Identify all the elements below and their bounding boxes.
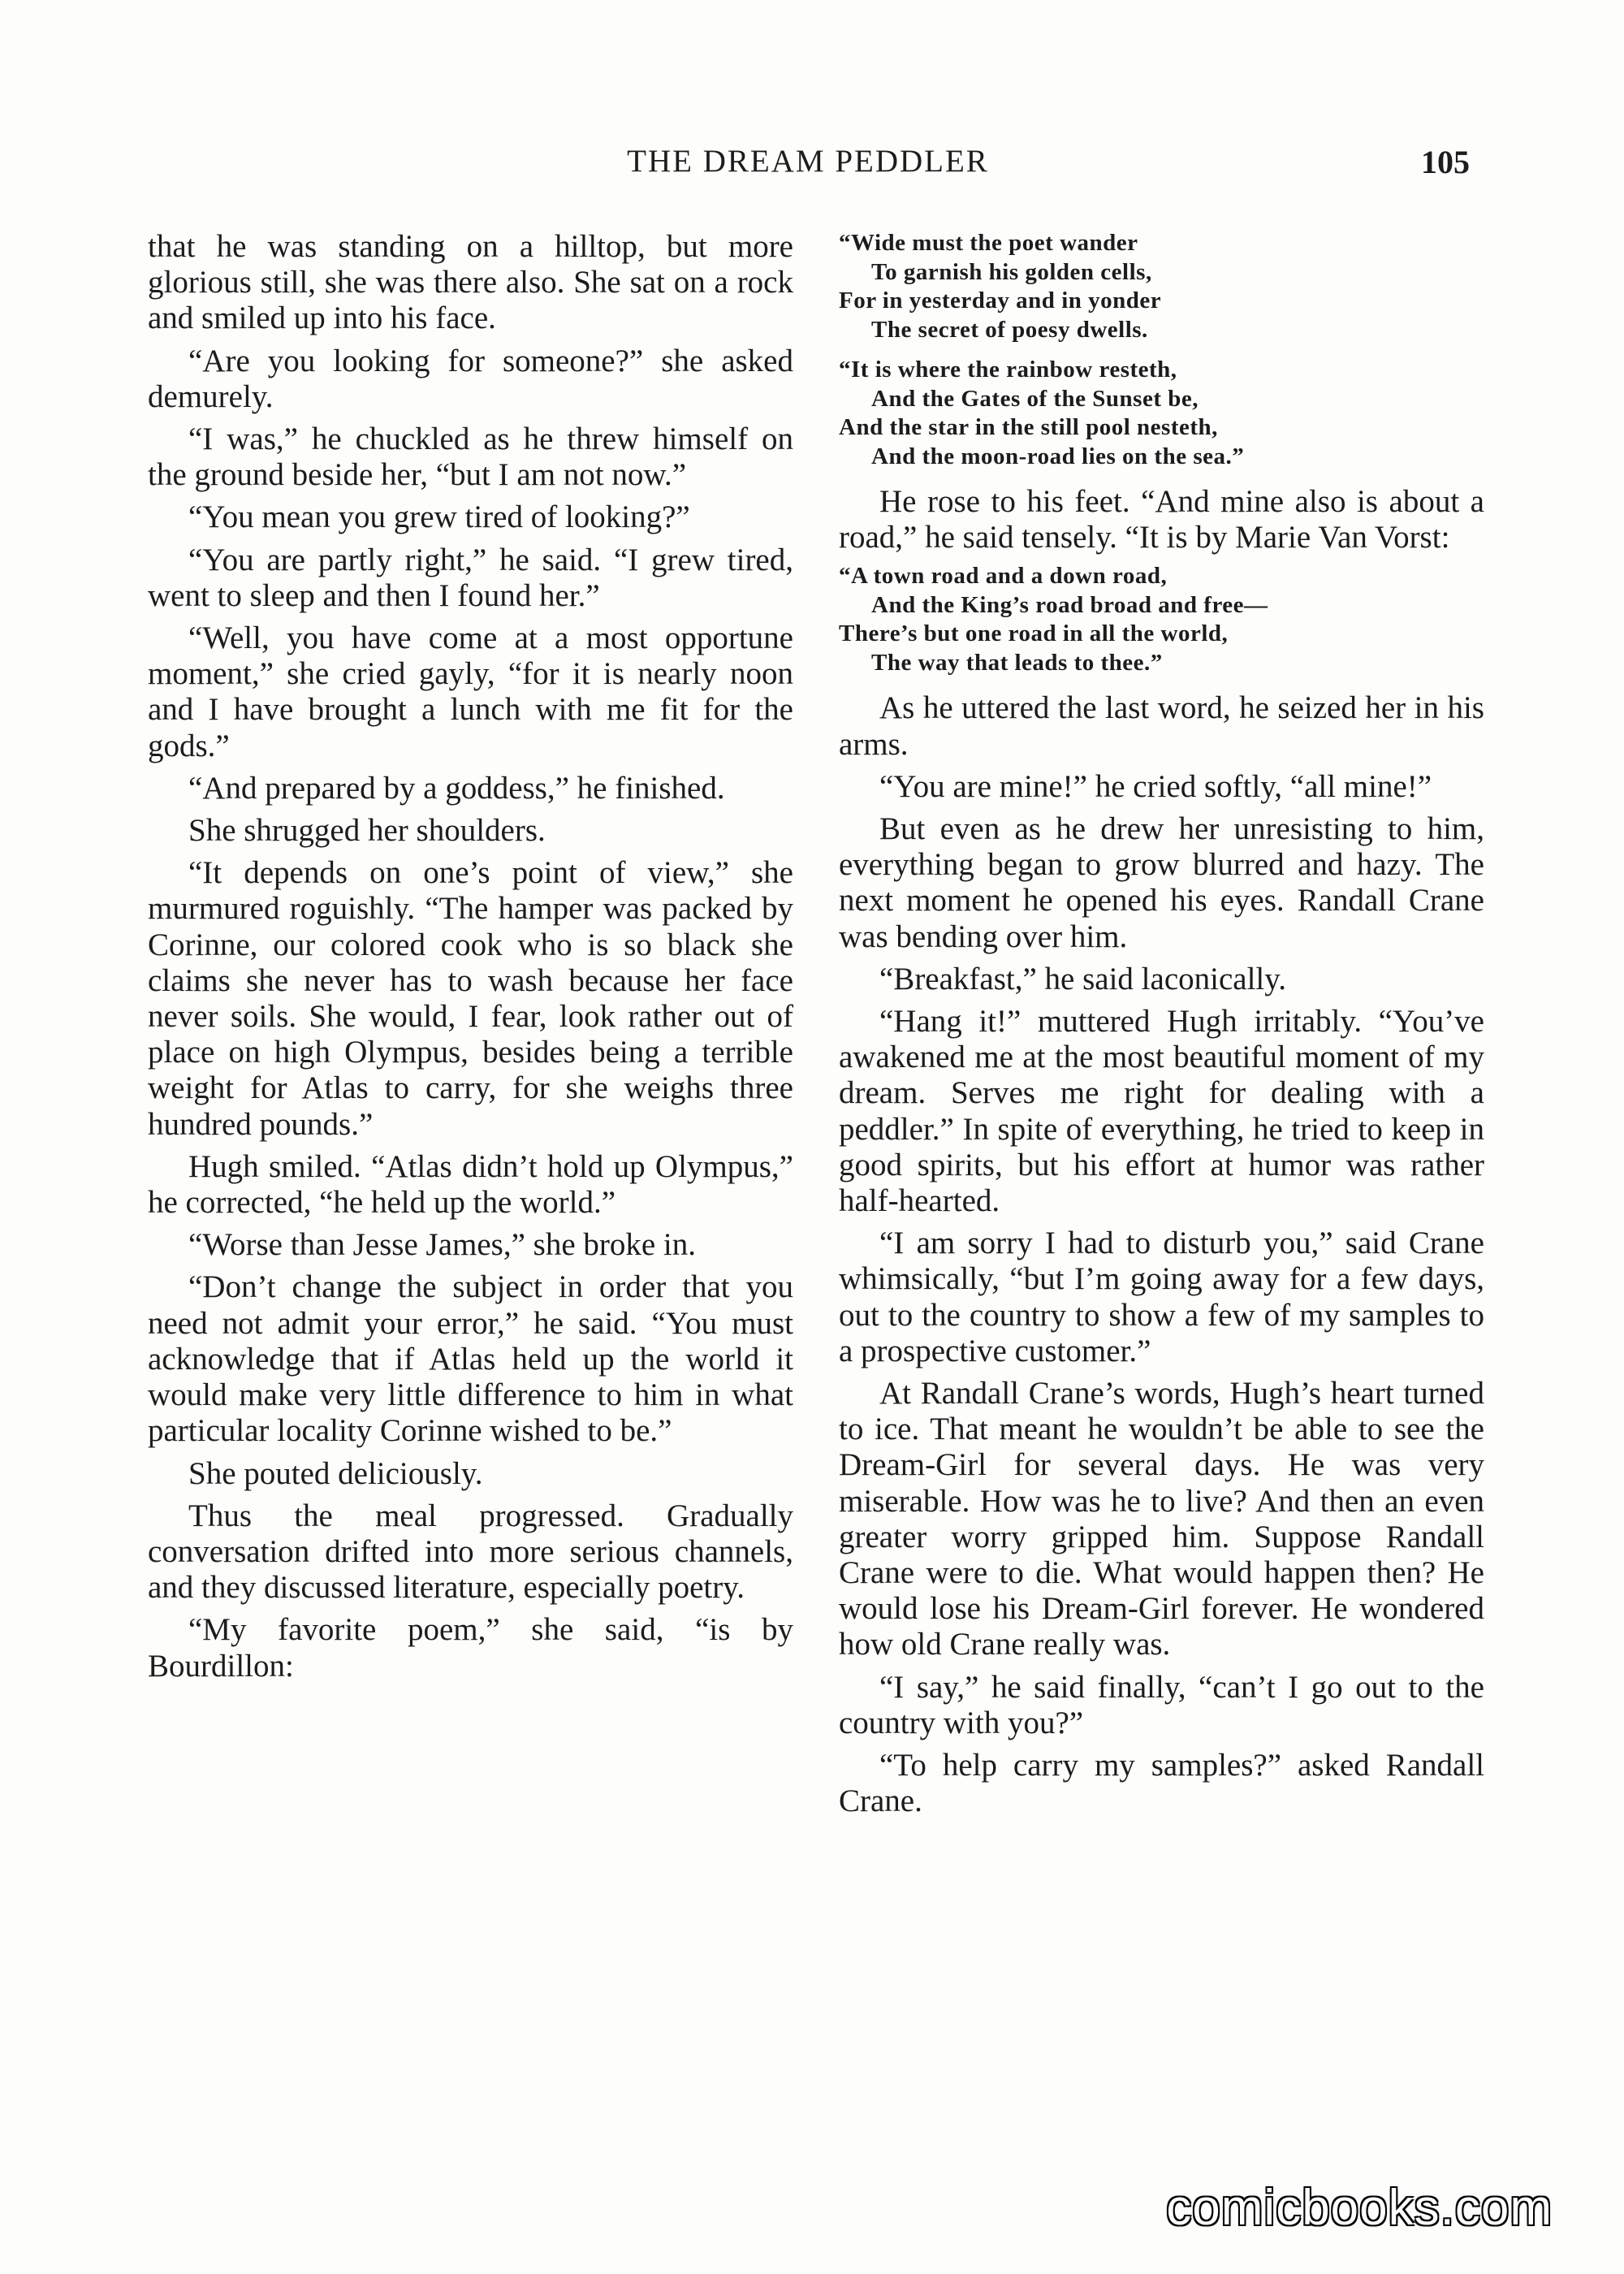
- paragraph: “To help carry my samples?” asked Randall Crane.: [839, 1748, 1484, 1819]
- paragraph: that he was standing on a hilltop, but more glorious still, she was there also. She sat on a rock and smiled up into his face.: [148, 229, 793, 336]
- poem-line: And the Gates of the Sunset be,: [871, 385, 1199, 412]
- poem-line: “A town road and a down road,: [839, 563, 1168, 590]
- poem-bourdillon: [839, 229, 1484, 471]
- poem-line: And the star in the still pool nesteth,: [839, 414, 1218, 440]
- paragraph: “I say,” he said finally, “can’t I go out to the country with you?”: [839, 1669, 1484, 1740]
- paragraph: At Randall Crane’s words, Hugh’s heart turned to ice. That meant he wouldn’t be able to see the Dream-Girl for several days. He was very miserable. How was he to live? And then an even greater worry gripped him. Suppose Randall Crane were to die. What would happen then? He would lose his Dream-Girl forever. He wondered how old Crane really was.: [839, 1376, 1484, 1662]
- paragraph: “Breakfast,” he said laconically.: [879, 961, 1286, 996]
- paragraph: But even as he drew her unresisting to him, everything began to grow blurred and hazy. The next moment he opened his eyes. Randall Crane was bending over him.: [839, 811, 1484, 954]
- paragraph: “Well, you have come at a most opportune moment,” she cried gayly, “for it is nearly noon and I have brought a lunch with me fit for the gods.”: [148, 620, 793, 763]
- paragraph: “I am sorry I had to disturb you,” said Crane whimsically, “but I’m going away for a few days, out to the country to show a few of my samples to a prospective customer.”: [839, 1226, 1484, 1368]
- paragraph: “My favorite poem,” she said, “is by Bourdillon:: [148, 1612, 793, 1684]
- paragraph: “Don’t change the subject in order that you need not admit your error,” he said. “You must acknowledge that if Atlas held up the world it would make very little difference to him in what particular locality Corinne wished to be.”: [148, 1269, 793, 1449]
- poem-line: There’s but one road in all the world,: [839, 620, 1229, 647]
- paragraph: “I was,” he chuckled as he threw himself on the ground beside her, “but I am not now.”: [148, 422, 793, 493]
- paragraph: “And prepared by a goddess,” he finished.: [188, 770, 725, 806]
- poem-stanza: [839, 356, 1484, 471]
- paragraph: As he uttered the last word, he seized her in his arms.: [839, 690, 1484, 762]
- paragraph: “Worse than Jesse James,” she broke in.: [188, 1227, 697, 1263]
- poem-line: The secret of poesy dwells.: [871, 316, 1148, 343]
- poem-line: To garnish his golden cells,: [871, 258, 1152, 285]
- paragraph: Hugh smiled. “Atlas didn’t hold up Olympus,” he corrected, “he held up the world.”: [148, 1148, 793, 1221]
- watermark-logo: comicbooks.com: [1166, 2180, 1553, 2236]
- poem-stanza: [839, 229, 1484, 344]
- paragraph: He rose to his feet. “And mine also is about a road,” he said tensely. “It is by Marie Van Vorst:: [839, 484, 1484, 556]
- poem-line: “It is where the rainbow resteth,: [839, 357, 1177, 383]
- right-column-text-b: [839, 690, 1484, 1819]
- poem-line: And the King’s road broad and free—: [871, 591, 1268, 618]
- paragraph: “You are partly right,” he said. “I grew tired, went to sleep and then I found her.”: [148, 542, 793, 613]
- running-title: THE DREAM PEDDLER: [627, 144, 989, 179]
- poem-line: The way that leads to thee.”: [871, 649, 1163, 676]
- paragraph: She pouted deliciously.: [188, 1455, 483, 1491]
- paragraph: “You mean you grew tired of looking?”: [188, 499, 690, 535]
- left-column: [148, 229, 793, 1691]
- poem-line: “Wide must the poet wander: [839, 230, 1138, 256]
- right-column: [839, 229, 1484, 1827]
- paragraph: “You are mine!” he cried softly, “all mine!”: [879, 768, 1432, 804]
- paragraph: “Are you looking for someone?” she asked demurely.: [148, 343, 793, 414]
- paragraph: She shrugged her shoulders.: [188, 813, 546, 849]
- paragraph: Thus the meal progressed. Gradually conversation drifted into more serious channels, and they discussed literature, especially poetry.: [148, 1498, 793, 1606]
- paragraph: “It depends on one’s point of view,” she murmured roguishly. “The hamper was packed by Corinne, our colored cook who is so black she claims she never has to wash because her face never soils. She would, I fear, look rather out of place on high Olympus, besides being a terrible weight for Atlas to carry, for she weighs three hundred pounds.”: [148, 855, 793, 1142]
- page-header: [146, 143, 1470, 184]
- right-column-text-a: [839, 484, 1484, 556]
- poem-van-vorst: [839, 562, 1484, 677]
- poem-line: For in yesterday and in yonder: [839, 287, 1162, 313]
- poem-stanza: [839, 562, 1484, 677]
- paragraph: “Hang it!” muttered Hugh irritably. “You’ve awakened me at the most beautiful moment of my dream. Serves me right for dealing with a peddler.” In spite of everything, he tried to keep in good spirits, but his effort at humor was rather half-hearted.: [839, 1004, 1484, 1219]
- page-number: 105: [1421, 144, 1470, 180]
- poem-line: And the moon-road lies on the sea.”: [871, 443, 1245, 469]
